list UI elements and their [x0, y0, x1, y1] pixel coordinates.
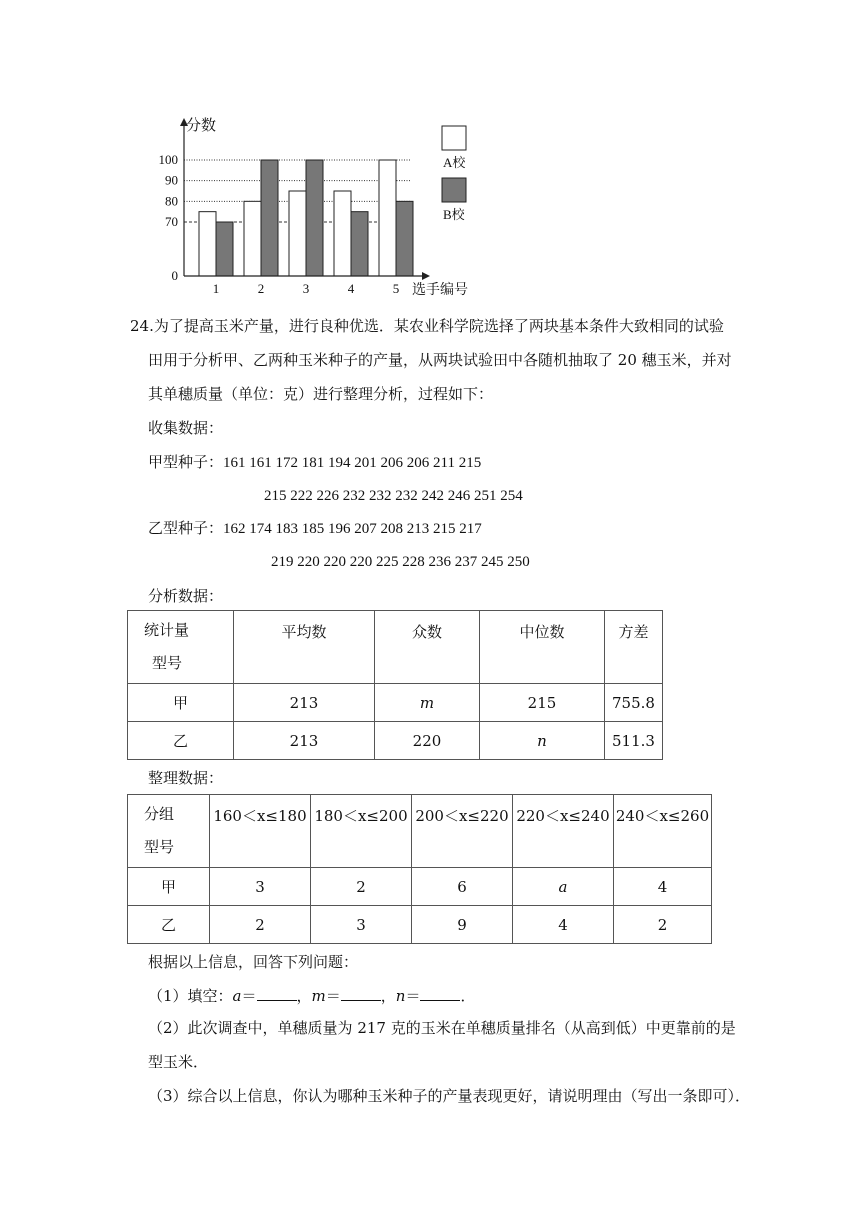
- statistics-table: [127, 610, 663, 760]
- cell-count: [513, 868, 614, 906]
- corner-top-label: 统计量: [144, 621, 190, 639]
- bar-a-3: [289, 191, 306, 276]
- question-3: （3）综合以上信息，你认为哪种玉米种子的产量表现更好，请说明理由（写出一条即可）．: [148, 1087, 751, 1105]
- intro-text-1: 为了提高玉米产量，进行良种优选．某农业科学院选择了两块基本条件大致相同的试验: [153, 317, 724, 335]
- col-header-mean: 平均数: [234, 611, 375, 684]
- col-header-range: 200＜x≤220: [412, 795, 513, 868]
- cell-mode: 220: [375, 722, 480, 760]
- col-header-variance: 方差: [605, 611, 663, 684]
- cell-count: 2: [210, 906, 311, 944]
- y-axis-label: 分数: [186, 118, 217, 134]
- question-intro-line2: 田用于分析甲、乙两种玉米种子的产量，从两块试验田中各随机抽取了 20 穗玉米，并对: [148, 351, 732, 369]
- answer-blank-n[interactable]: [420, 986, 460, 1001]
- cell-count: 2: [311, 868, 412, 906]
- row-label: 乙: [128, 722, 234, 760]
- score-bar-chart: [140, 108, 480, 308]
- table-row: [128, 684, 663, 722]
- equals-sign: ＝: [241, 987, 257, 1005]
- answer-blank-m[interactable]: [341, 986, 381, 1001]
- var-n: n: [537, 731, 547, 750]
- col-header-range: 220＜x≤240: [513, 795, 614, 868]
- comma: ，: [380, 987, 396, 1005]
- cell-mean: 213: [234, 722, 375, 760]
- legend-label: A校: [443, 155, 466, 170]
- cell-mean: 213: [234, 684, 375, 722]
- row-label: 乙: [128, 906, 210, 944]
- table-row: [128, 906, 712, 944]
- yi-data-row2: 219 220 220 220 225 228 236 237 245 250: [271, 554, 530, 570]
- bar-a-4: [334, 191, 351, 276]
- col-header-range: 240＜x≤260: [614, 795, 712, 868]
- question-1: [148, 986, 476, 1006]
- equals-sign: ＝: [325, 987, 341, 1005]
- row-label: 甲: [128, 684, 234, 722]
- y-tick-label: 70: [165, 214, 178, 229]
- yi-label: 乙型种子：: [148, 519, 224, 537]
- bar-b-1: [216, 222, 233, 276]
- y-tick-label: 80: [165, 193, 178, 209]
- x-tick-label: 4: [347, 281, 355, 296]
- cell-median: [480, 722, 605, 760]
- var-n: n: [395, 987, 406, 1005]
- question-2-line1: （2）此次调查中，单穗质量为 217 克的玉米在单穗质量排名（从高到低）中更靠前的是: [148, 1019, 736, 1037]
- bar-a-5: [379, 160, 396, 276]
- period: ．: [460, 987, 476, 1005]
- bar-b-3: [306, 160, 323, 276]
- bar-a-2: [244, 201, 261, 276]
- x-tick-label: 3: [302, 281, 310, 296]
- question-intro-line1: [130, 316, 724, 336]
- col-header-median: 中位数: [480, 611, 605, 684]
- col-header-range: 180＜x≤200: [311, 795, 412, 868]
- frequency-table-corner: [128, 795, 210, 868]
- corner-top-label: 分组: [144, 805, 175, 823]
- cell-variance: 511.3: [605, 722, 663, 760]
- jia-label: 甲型种子：: [148, 453, 224, 471]
- x-tick-label: 5: [392, 281, 400, 296]
- collect-data-label: 收集数据：: [148, 419, 224, 437]
- yi-values-1: 162 174 183 185 196 207 208 213 215 217: [223, 521, 482, 537]
- organize-data-label: 整理数据：: [148, 769, 224, 787]
- y-tick-label: 100: [158, 152, 178, 167]
- x-tick-label: 2: [257, 281, 265, 296]
- frequency-table: [127, 794, 712, 944]
- statistics-table-corner: [128, 611, 234, 684]
- col-header-mode: 众数: [375, 611, 480, 684]
- cell-count: 6: [412, 868, 513, 906]
- cell-mode: [375, 684, 480, 722]
- var-a: a: [232, 987, 242, 1005]
- equals-sign: ＝: [405, 987, 421, 1005]
- bar-b-5: [396, 201, 413, 276]
- q1-prefix: （1）填空：: [148, 987, 233, 1005]
- question-2-line2: 型玉米．: [148, 1053, 209, 1071]
- jia-values-1: 161 161 172 181 194 201 206 206 211 215: [223, 455, 482, 471]
- question-number: 24.: [130, 317, 154, 335]
- table-row: [128, 868, 712, 906]
- legend-swatch: [442, 178, 466, 202]
- bar-b-2: [261, 160, 278, 276]
- cell-count: 3: [311, 906, 412, 944]
- corner-bottom-label: 型号: [152, 654, 183, 672]
- cell-count: 2: [614, 906, 712, 944]
- analyze-data-label: 分析数据：: [148, 587, 224, 605]
- answer-blank-a[interactable]: [257, 986, 297, 1001]
- chart-bars: [199, 160, 413, 276]
- row-label: 甲: [128, 868, 210, 906]
- cell-count: 9: [412, 906, 513, 944]
- var-m: m: [311, 987, 326, 1005]
- y-tick-label: 90: [165, 172, 178, 188]
- comma: ，: [296, 987, 312, 1005]
- col-header-range: 160＜x≤180: [210, 795, 311, 868]
- var-m: m: [419, 693, 435, 712]
- bar-b-4: [351, 212, 368, 276]
- y-tick-label: 0: [171, 268, 178, 283]
- question-intro-line3: 其单穗质量（单位：克）进行整理分析，过程如下：: [148, 385, 494, 403]
- chart-legend: [442, 126, 466, 222]
- jia-data-row1: [148, 452, 481, 473]
- jia-data-row2: 215 222 226 232 232 232 242 246 251 254: [264, 488, 523, 504]
- corner-bottom-label: 型号: [144, 838, 175, 856]
- x-axis-arrow: [422, 272, 430, 280]
- table-row: [128, 722, 663, 760]
- cell-count: 3: [210, 868, 311, 906]
- cell-median: 215: [480, 684, 605, 722]
- x-tick-label: 1: [212, 281, 220, 296]
- x-axis-label: 选手编号: [412, 283, 468, 298]
- legend-label: B校: [443, 207, 465, 222]
- cell-count: 4: [614, 868, 712, 906]
- cell-variance: 755.8: [605, 684, 663, 722]
- legend-swatch: [442, 126, 466, 150]
- var-a: a: [558, 877, 568, 896]
- bar-a-1: [199, 212, 216, 276]
- cell-count: 4: [513, 906, 614, 944]
- answer-prompt: 根据以上信息，回答下列问题：: [148, 953, 359, 971]
- yi-data-row1: [148, 518, 482, 539]
